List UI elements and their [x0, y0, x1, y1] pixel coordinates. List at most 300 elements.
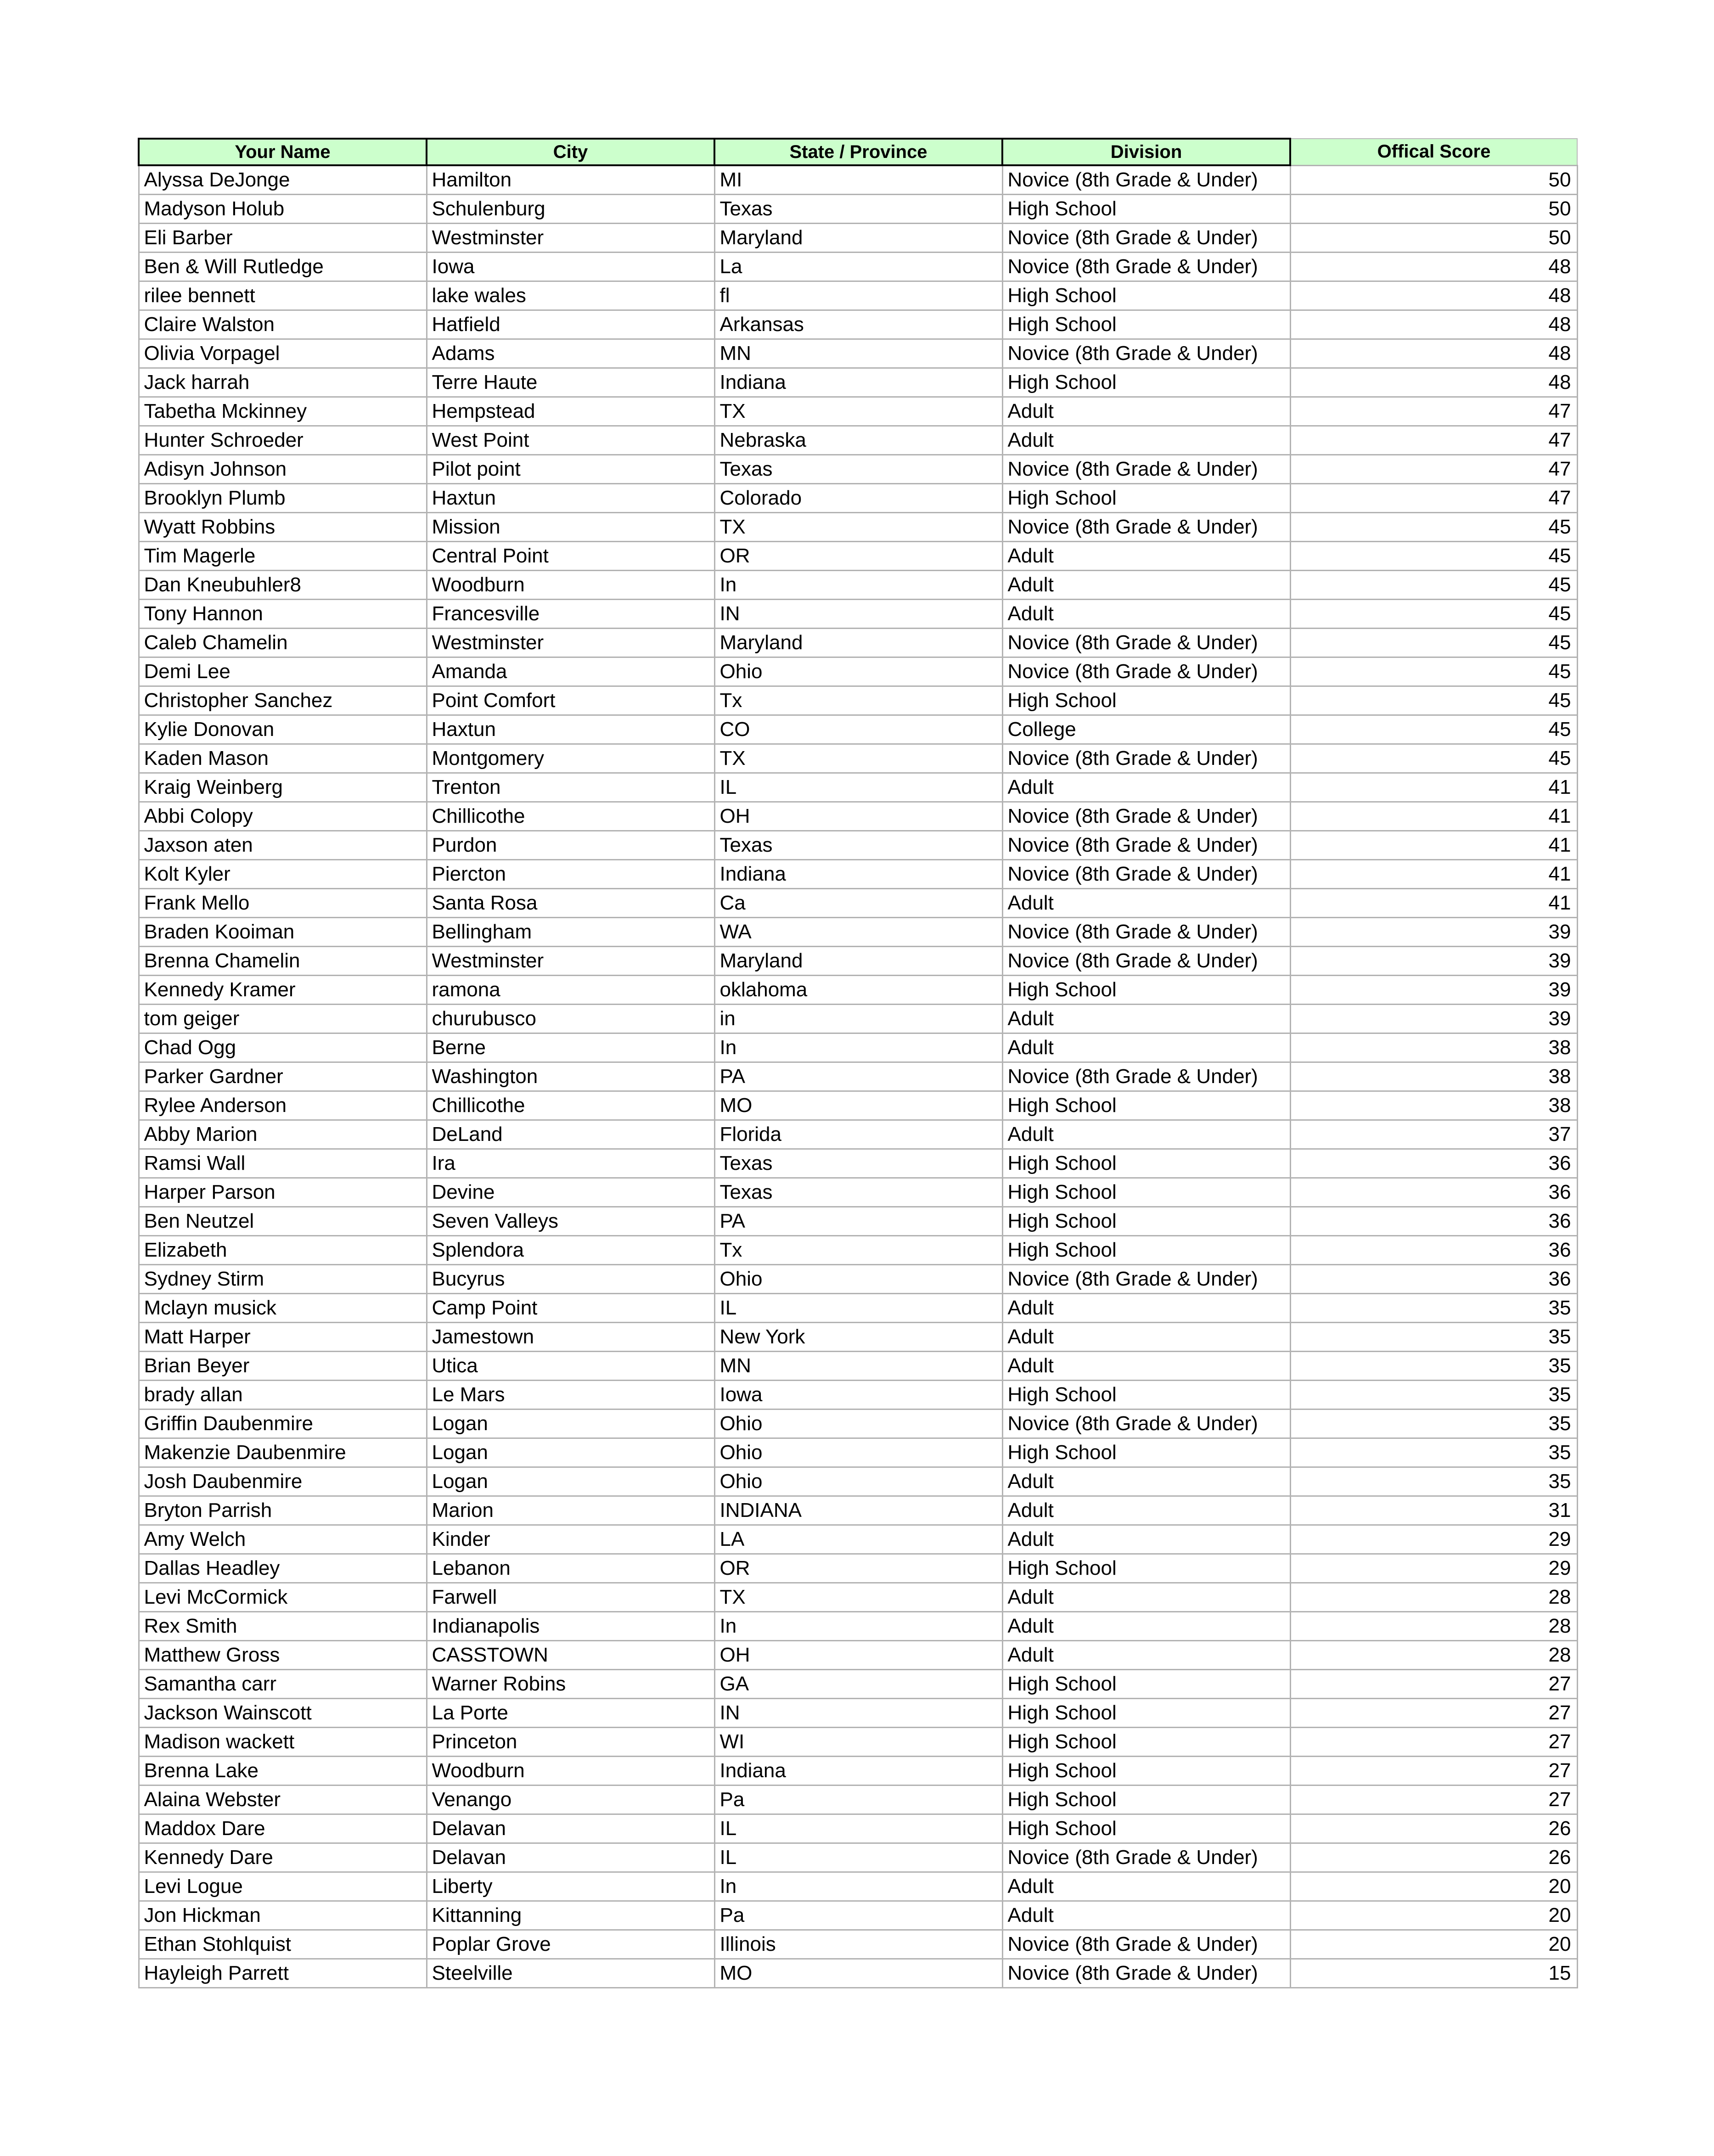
- name-cell: Madyson Holub: [139, 194, 427, 223]
- division-cell: High School: [1002, 281, 1290, 310]
- city-cell: Splendora: [427, 1235, 714, 1264]
- city-cell: Piercton: [427, 859, 714, 888]
- state-cell: CO: [714, 715, 1002, 744]
- name-cell: Eli Barber: [139, 223, 427, 252]
- name-cell: Maddox Dare: [139, 1814, 427, 1843]
- table-row: [139, 368, 1577, 397]
- city-cell: Venango: [427, 1785, 714, 1814]
- division-cell: Novice (8th Grade & Under): [1002, 512, 1290, 541]
- division-cell: High School: [1002, 1554, 1290, 1583]
- city-cell: Woodburn: [427, 570, 714, 599]
- city-cell: Devine: [427, 1178, 714, 1207]
- city-cell: Marion: [427, 1496, 714, 1525]
- division-cell: Adult: [1002, 1640, 1290, 1669]
- division-cell: Novice (8th Grade & Under): [1002, 455, 1290, 483]
- state-cell: Tx: [714, 686, 1002, 715]
- table-row: [139, 1554, 1577, 1583]
- state-cell: TX: [714, 512, 1002, 541]
- state-cell: Ohio: [714, 657, 1002, 686]
- table-row: [139, 1467, 1577, 1496]
- table-row: [139, 512, 1577, 541]
- score-cell: 27: [1290, 1756, 1577, 1785]
- division-cell: Adult: [1002, 888, 1290, 917]
- state-cell: Texas: [714, 1178, 1002, 1207]
- name-cell: Mclayn musick: [139, 1293, 427, 1322]
- name-cell: Matthew Gross: [139, 1640, 427, 1669]
- score-cell: 45: [1290, 744, 1577, 773]
- state-cell: OH: [714, 1640, 1002, 1669]
- score-cell: 26: [1290, 1814, 1577, 1843]
- state-cell: Indiana: [714, 368, 1002, 397]
- score-cell: 35: [1290, 1380, 1577, 1409]
- name-cell: rilee bennett: [139, 281, 427, 310]
- table-row: [139, 1380, 1577, 1409]
- state-cell: IN: [714, 599, 1002, 628]
- name-cell: Amy Welch: [139, 1525, 427, 1554]
- city-cell: CASSTOWN: [427, 1640, 714, 1669]
- table-row: [139, 1525, 1577, 1554]
- table-row: [139, 223, 1577, 252]
- state-cell: WA: [714, 917, 1002, 946]
- division-cell: Novice (8th Grade & Under): [1002, 1843, 1290, 1872]
- table-row: [139, 686, 1577, 715]
- state-cell: New York: [714, 1322, 1002, 1351]
- table-row: [139, 1727, 1577, 1756]
- city-cell: Westminster: [427, 628, 714, 657]
- city-cell: Lebanon: [427, 1554, 714, 1583]
- name-cell: Dallas Headley: [139, 1554, 427, 1583]
- table-row: [139, 281, 1577, 310]
- division-cell: High School: [1002, 1235, 1290, 1264]
- table-row: [139, 802, 1577, 831]
- division-cell: Adult: [1002, 599, 1290, 628]
- city-cell: Bellingham: [427, 917, 714, 946]
- score-cell: 15: [1290, 1959, 1577, 1988]
- division-cell: Novice (8th Grade & Under): [1002, 223, 1290, 252]
- state-cell: GA: [714, 1669, 1002, 1698]
- name-cell: Ramsi Wall: [139, 1149, 427, 1178]
- division-cell: High School: [1002, 1669, 1290, 1698]
- table-row: [139, 1698, 1577, 1727]
- city-cell: Chillicothe: [427, 802, 714, 831]
- name-cell: Levi Logue: [139, 1872, 427, 1901]
- state-cell: Nebraska: [714, 426, 1002, 455]
- score-cell: 36: [1290, 1264, 1577, 1293]
- score-cell: 45: [1290, 628, 1577, 657]
- city-cell: Trenton: [427, 773, 714, 802]
- city-cell: Amanda: [427, 657, 714, 686]
- score-cell: 48: [1290, 310, 1577, 339]
- state-cell: Colorado: [714, 483, 1002, 512]
- division-cell: Adult: [1002, 1004, 1290, 1033]
- state-cell: Pa: [714, 1785, 1002, 1814]
- city-cell: Hamilton: [427, 165, 714, 194]
- score-cell: 45: [1290, 657, 1577, 686]
- table-row: [139, 715, 1577, 744]
- city-cell: churubusco: [427, 1004, 714, 1033]
- name-cell: Tabetha Mckinney: [139, 397, 427, 426]
- division-cell: Adult: [1002, 541, 1290, 570]
- name-cell: Parker Gardner: [139, 1062, 427, 1091]
- division-cell: High School: [1002, 1438, 1290, 1467]
- table-row: [139, 1843, 1577, 1872]
- table-row: [139, 339, 1577, 368]
- division-cell: Adult: [1002, 1525, 1290, 1554]
- division-cell: High School: [1002, 1727, 1290, 1756]
- division-cell: Novice (8th Grade & Under): [1002, 744, 1290, 773]
- state-cell: PA: [714, 1062, 1002, 1091]
- division-cell: High School: [1002, 368, 1290, 397]
- division-cell: Novice (8th Grade & Under): [1002, 628, 1290, 657]
- state-cell: WI: [714, 1727, 1002, 1756]
- table-row: [139, 1583, 1577, 1611]
- name-cell: Ben & Will Rutledge: [139, 252, 427, 281]
- table-row: [139, 426, 1577, 455]
- score-cell: 47: [1290, 426, 1577, 455]
- division-cell: Adult: [1002, 1611, 1290, 1640]
- table-row: [139, 483, 1577, 512]
- score-cell: 38: [1290, 1091, 1577, 1120]
- division-cell: Adult: [1002, 397, 1290, 426]
- state-cell: Ohio: [714, 1409, 1002, 1438]
- header-official-score: Offical Score: [1290, 139, 1577, 165]
- division-cell: High School: [1002, 1698, 1290, 1727]
- state-cell: LA: [714, 1525, 1002, 1554]
- score-cell: 50: [1290, 223, 1577, 252]
- score-cell: 39: [1290, 917, 1577, 946]
- division-cell: Novice (8th Grade & Under): [1002, 165, 1290, 194]
- state-cell: Indiana: [714, 859, 1002, 888]
- city-cell: Logan: [427, 1438, 714, 1467]
- city-cell: Iowa: [427, 252, 714, 281]
- state-cell: Texas: [714, 194, 1002, 223]
- score-cell: 41: [1290, 831, 1577, 859]
- division-cell: Novice (8th Grade & Under): [1002, 657, 1290, 686]
- state-cell: Tx: [714, 1235, 1002, 1264]
- city-cell: Hatfield: [427, 310, 714, 339]
- city-cell: Haxtun: [427, 715, 714, 744]
- state-cell: Texas: [714, 831, 1002, 859]
- city-cell: Utica: [427, 1351, 714, 1380]
- table-row: [139, 165, 1577, 194]
- division-cell: Adult: [1002, 1496, 1290, 1525]
- table-row: [139, 1438, 1577, 1467]
- score-cell: 36: [1290, 1207, 1577, 1235]
- name-cell: Bryton Parrish: [139, 1496, 427, 1525]
- table-row: [139, 1756, 1577, 1785]
- score-cell: 45: [1290, 512, 1577, 541]
- city-cell: Montgomery: [427, 744, 714, 773]
- name-cell: Chad Ogg: [139, 1033, 427, 1062]
- name-cell: Levi McCormick: [139, 1583, 427, 1611]
- name-cell: Christopher Sanchez: [139, 686, 427, 715]
- city-cell: Poplar Grove: [427, 1930, 714, 1959]
- city-cell: Kittanning: [427, 1901, 714, 1930]
- city-cell: Princeton: [427, 1727, 714, 1756]
- score-cell: 45: [1290, 570, 1577, 599]
- score-cell: 45: [1290, 686, 1577, 715]
- table-row: [139, 1207, 1577, 1235]
- name-cell: Abby Marion: [139, 1120, 427, 1149]
- table-body: [139, 165, 1577, 1988]
- table-row: [139, 1409, 1577, 1438]
- name-cell: Kennedy Kramer: [139, 975, 427, 1004]
- state-cell: IL: [714, 773, 1002, 802]
- name-cell: Dan Kneubuhler8: [139, 570, 427, 599]
- division-cell: Adult: [1002, 1033, 1290, 1062]
- division-cell: High School: [1002, 483, 1290, 512]
- name-cell: Jackson Wainscott: [139, 1698, 427, 1727]
- state-cell: Texas: [714, 1149, 1002, 1178]
- header-city: City: [427, 139, 714, 165]
- division-cell: Adult: [1002, 1467, 1290, 1496]
- name-cell: Kennedy Dare: [139, 1843, 427, 1872]
- table-row: [139, 1235, 1577, 1264]
- state-cell: OR: [714, 1554, 1002, 1583]
- table-row: [139, 310, 1577, 339]
- city-cell: Indianapolis: [427, 1611, 714, 1640]
- division-cell: High School: [1002, 686, 1290, 715]
- score-cell: 36: [1290, 1149, 1577, 1178]
- score-cell: 35: [1290, 1293, 1577, 1322]
- table-row: [139, 1178, 1577, 1207]
- name-cell: Rylee Anderson: [139, 1091, 427, 1120]
- score-cell: 47: [1290, 483, 1577, 512]
- state-cell: MN: [714, 1351, 1002, 1380]
- name-cell: Adisyn Johnson: [139, 455, 427, 483]
- city-cell: Steelville: [427, 1959, 714, 1988]
- name-cell: Alyssa DeJonge: [139, 165, 427, 194]
- score-cell: 20: [1290, 1901, 1577, 1930]
- division-cell: Novice (8th Grade & Under): [1002, 831, 1290, 859]
- name-cell: Brenna Lake: [139, 1756, 427, 1785]
- name-cell: Olivia Vorpagel: [139, 339, 427, 368]
- score-cell: 48: [1290, 281, 1577, 310]
- state-cell: OH: [714, 802, 1002, 831]
- table-row: [139, 541, 1577, 570]
- state-cell: Texas: [714, 455, 1002, 483]
- table-row: [139, 1120, 1577, 1149]
- score-cell: 37: [1290, 1120, 1577, 1149]
- score-cell: 36: [1290, 1178, 1577, 1207]
- name-cell: Caleb Chamelin: [139, 628, 427, 657]
- state-cell: OR: [714, 541, 1002, 570]
- state-cell: IL: [714, 1293, 1002, 1322]
- score-cell: 39: [1290, 1004, 1577, 1033]
- table-row: [139, 744, 1577, 773]
- score-cell: 29: [1290, 1554, 1577, 1583]
- division-cell: High School: [1002, 1814, 1290, 1843]
- table-row: [139, 1004, 1577, 1033]
- division-cell: Novice (8th Grade & Under): [1002, 1959, 1290, 1988]
- name-cell: Ben Neutzel: [139, 1207, 427, 1235]
- state-cell: IN: [714, 1698, 1002, 1727]
- city-cell: West Point: [427, 426, 714, 455]
- table-row: [139, 859, 1577, 888]
- name-cell: Rex Smith: [139, 1611, 427, 1640]
- division-cell: Novice (8th Grade & Under): [1002, 859, 1290, 888]
- table-row: [139, 1091, 1577, 1120]
- name-cell: Kraig Weinberg: [139, 773, 427, 802]
- city-cell: Central Point: [427, 541, 714, 570]
- state-cell: Illinois: [714, 1930, 1002, 1959]
- state-cell: oklahoma: [714, 975, 1002, 1004]
- city-cell: Farwell: [427, 1583, 714, 1611]
- division-cell: High School: [1002, 1380, 1290, 1409]
- name-cell: Tony Hannon: [139, 599, 427, 628]
- table-row: [139, 455, 1577, 483]
- state-cell: In: [714, 1872, 1002, 1901]
- score-cell: 27: [1290, 1698, 1577, 1727]
- division-cell: High School: [1002, 194, 1290, 223]
- name-cell: Kaden Mason: [139, 744, 427, 773]
- division-cell: Novice (8th Grade & Under): [1002, 1930, 1290, 1959]
- division-cell: High School: [1002, 1178, 1290, 1207]
- table-row: [139, 1033, 1577, 1062]
- state-cell: Maryland: [714, 223, 1002, 252]
- name-cell: Madison wackett: [139, 1727, 427, 1756]
- state-cell: fl: [714, 281, 1002, 310]
- name-cell: Brenna Chamelin: [139, 946, 427, 975]
- name-cell: Brooklyn Plumb: [139, 483, 427, 512]
- name-cell: Jack harrah: [139, 368, 427, 397]
- city-cell: Bucyrus: [427, 1264, 714, 1293]
- state-cell: Ca: [714, 888, 1002, 917]
- city-cell: Hempstead: [427, 397, 714, 426]
- table-row: [139, 1351, 1577, 1380]
- table-row: [139, 1785, 1577, 1814]
- city-cell: Woodburn: [427, 1756, 714, 1785]
- score-cell: 26: [1290, 1843, 1577, 1872]
- score-cell: 27: [1290, 1669, 1577, 1698]
- score-cell: 36: [1290, 1235, 1577, 1264]
- table-row: [139, 1264, 1577, 1293]
- name-cell: Tim Magerle: [139, 541, 427, 570]
- city-cell: Point Comfort: [427, 686, 714, 715]
- table-row: [139, 1322, 1577, 1351]
- score-cell: 41: [1290, 859, 1577, 888]
- table-row: [139, 975, 1577, 1004]
- table-row: [139, 946, 1577, 975]
- city-cell: Seven Valleys: [427, 1207, 714, 1235]
- division-cell: Novice (8th Grade & Under): [1002, 802, 1290, 831]
- name-cell: Demi Lee: [139, 657, 427, 686]
- state-cell: IL: [714, 1843, 1002, 1872]
- score-cell: 20: [1290, 1872, 1577, 1901]
- score-cell: 38: [1290, 1062, 1577, 1091]
- name-cell: Elizabeth: [139, 1235, 427, 1264]
- city-cell: Pilot point: [427, 455, 714, 483]
- table-row: [139, 1611, 1577, 1640]
- city-cell: Westminster: [427, 223, 714, 252]
- name-cell: Alaina Webster: [139, 1785, 427, 1814]
- scores-table: [138, 138, 1578, 1988]
- name-cell: brady allan: [139, 1380, 427, 1409]
- state-cell: MI: [714, 165, 1002, 194]
- division-cell: Adult: [1002, 1293, 1290, 1322]
- name-cell: Jon Hickman: [139, 1901, 427, 1930]
- division-cell: Adult: [1002, 1120, 1290, 1149]
- table-row: [139, 773, 1577, 802]
- score-cell: 48: [1290, 339, 1577, 368]
- division-cell: Adult: [1002, 1583, 1290, 1611]
- name-cell: Hunter Schroeder: [139, 426, 427, 455]
- score-cell: 50: [1290, 194, 1577, 223]
- division-cell: Adult: [1002, 570, 1290, 599]
- name-cell: Ethan Stohlquist: [139, 1930, 427, 1959]
- table-row: [139, 1930, 1577, 1959]
- city-cell: Berne: [427, 1033, 714, 1062]
- division-cell: Novice (8th Grade & Under): [1002, 1264, 1290, 1293]
- city-cell: Washington: [427, 1062, 714, 1091]
- table-row: [139, 1293, 1577, 1322]
- state-cell: Ohio: [714, 1467, 1002, 1496]
- city-cell: Liberty: [427, 1872, 714, 1901]
- state-cell: In: [714, 570, 1002, 599]
- city-cell: Delavan: [427, 1814, 714, 1843]
- city-cell: Logan: [427, 1409, 714, 1438]
- table-row: [139, 1814, 1577, 1843]
- division-cell: Adult: [1002, 1872, 1290, 1901]
- division-cell: High School: [1002, 975, 1290, 1004]
- city-cell: Schulenburg: [427, 194, 714, 223]
- division-cell: High School: [1002, 1091, 1290, 1120]
- city-cell: La Porte: [427, 1698, 714, 1727]
- city-cell: DeLand: [427, 1120, 714, 1149]
- city-cell: Santa Rosa: [427, 888, 714, 917]
- city-cell: Warner Robins: [427, 1669, 714, 1698]
- score-cell: 35: [1290, 1322, 1577, 1351]
- score-cell: 39: [1290, 946, 1577, 975]
- state-cell: in: [714, 1004, 1002, 1033]
- city-cell: Adams: [427, 339, 714, 368]
- table-row: [139, 570, 1577, 599]
- score-cell: 27: [1290, 1785, 1577, 1814]
- score-cell: 47: [1290, 397, 1577, 426]
- score-cell: 45: [1290, 541, 1577, 570]
- division-cell: Adult: [1002, 773, 1290, 802]
- city-cell: Haxtun: [427, 483, 714, 512]
- division-cell: High School: [1002, 1756, 1290, 1785]
- state-cell: Maryland: [714, 946, 1002, 975]
- division-cell: High School: [1002, 1785, 1290, 1814]
- name-cell: Hayleigh Parrett: [139, 1959, 427, 1988]
- state-cell: Maryland: [714, 628, 1002, 657]
- city-cell: Camp Point: [427, 1293, 714, 1322]
- table-row: [139, 194, 1577, 223]
- table-row: [139, 1149, 1577, 1178]
- table-row: [139, 1669, 1577, 1698]
- state-cell: In: [714, 1611, 1002, 1640]
- table-row: [139, 397, 1577, 426]
- table-row: [139, 888, 1577, 917]
- table-row: [139, 917, 1577, 946]
- score-cell: 28: [1290, 1611, 1577, 1640]
- state-cell: Iowa: [714, 1380, 1002, 1409]
- city-cell: ramona: [427, 975, 714, 1004]
- name-cell: Claire Walston: [139, 310, 427, 339]
- division-cell: Novice (8th Grade & Under): [1002, 1409, 1290, 1438]
- name-cell: Kylie Donovan: [139, 715, 427, 744]
- city-cell: lake wales: [427, 281, 714, 310]
- state-cell: In: [714, 1033, 1002, 1062]
- division-cell: High School: [1002, 1207, 1290, 1235]
- division-cell: Adult: [1002, 1351, 1290, 1380]
- name-cell: Wyatt Robbins: [139, 512, 427, 541]
- table-row: [139, 599, 1577, 628]
- score-cell: 41: [1290, 888, 1577, 917]
- score-cell: 38: [1290, 1033, 1577, 1062]
